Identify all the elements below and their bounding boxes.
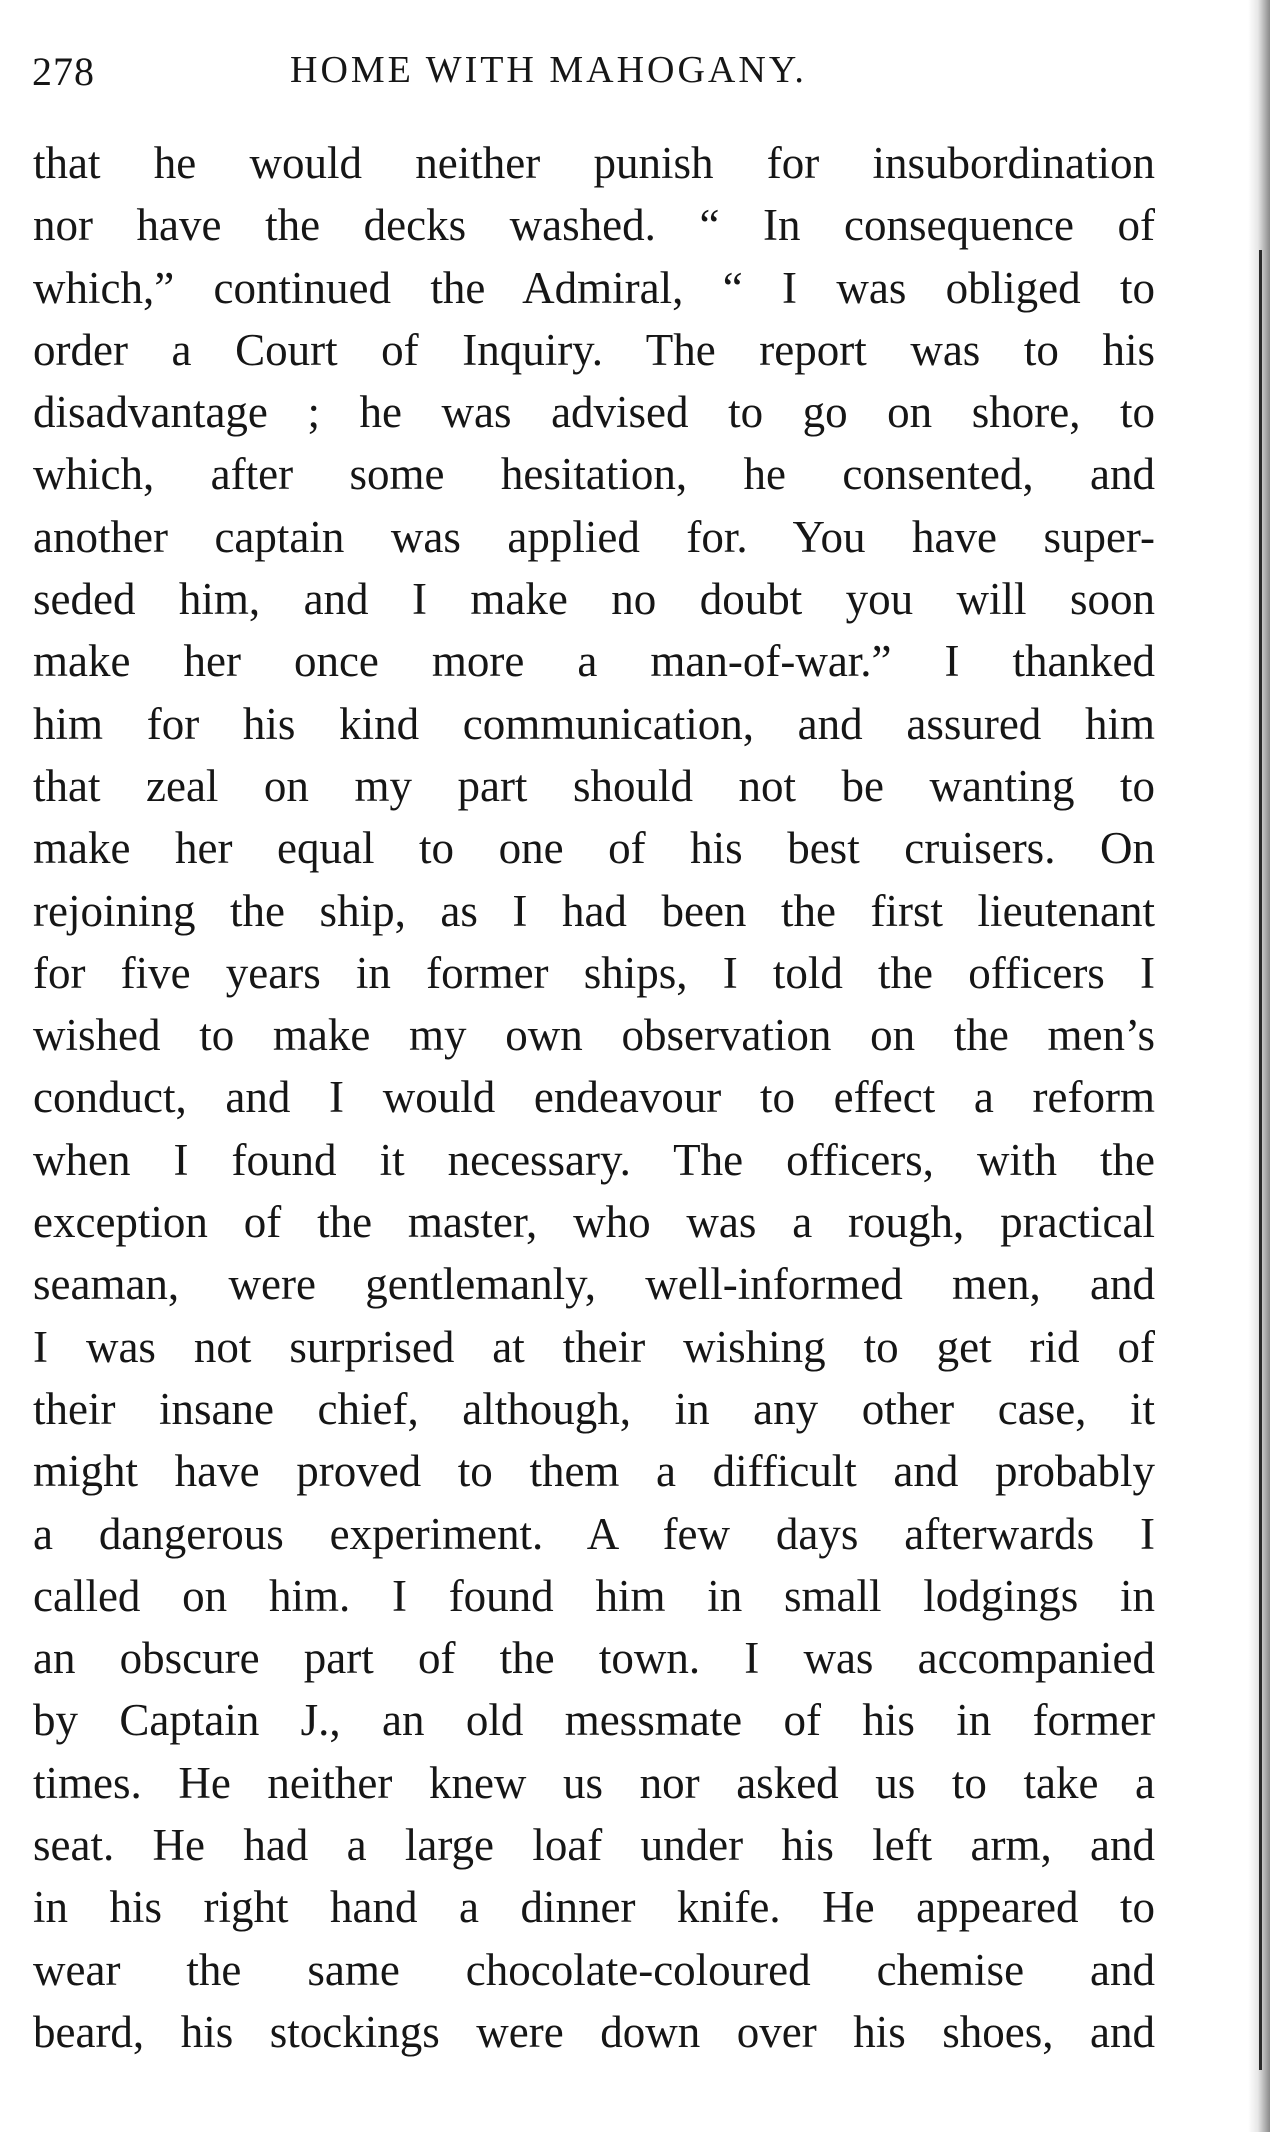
text-line: seded him, and I make no doubt you will soon <box>33 574 1155 625</box>
text-line: him for his kind communication, and assured him <box>33 698 1155 749</box>
text-line: make her equal to one of his best cruisers. On <box>33 823 1155 874</box>
text-line: conduct, and I would endeavour to effect a reform <box>33 1072 1155 1123</box>
text-line: that zeal on my part should not be wanting to <box>33 760 1155 811</box>
running-head: HOME WITH MAHOGANY. <box>290 49 807 91</box>
text-line: which,” continued the Admiral, “ I was obliged to <box>33 262 1155 313</box>
text-line: order a Court of Inquiry. The report was to his <box>33 324 1155 375</box>
text-line: seat. He had a large loaf under his left arm, and <box>33 1820 1155 1871</box>
text-line: might have proved to them a difficult and probably <box>33 1446 1155 1497</box>
text-line: times. He neither knew us nor asked us to take a <box>33 1757 1155 1808</box>
text-line: I was not surprised at their wishing to get rid of <box>33 1321 1155 1372</box>
text-line: in his right hand a dinner knife. He appeared to <box>33 1882 1155 1933</box>
text-line: seaman, were gentlemanly, well-informed men, and <box>33 1259 1155 1310</box>
text-line: for five years in former ships, I told the officers I <box>33 947 1155 998</box>
text-line: which, after some hesitation, he consented, and <box>33 449 1155 500</box>
text-line: disadvantage ; he was advised to go on shore, to <box>33 387 1155 438</box>
text-line: make her once more a man-of-war.” I thanked <box>33 636 1155 687</box>
text-line: wear the same chocolate-coloured chemise and <box>33 1944 1155 1995</box>
text-line: nor have the decks washed. “ In consequence of <box>33 200 1155 251</box>
text-line: their insane chief, although, in any other case, it <box>33 1383 1155 1434</box>
text-line: called on him. I found him in small lodgings in <box>33 1570 1155 1621</box>
text-line: another captain was applied for. You have super- <box>33 511 1155 562</box>
text-line: when I found it necessary. The officers, with the <box>33 1134 1155 1185</box>
page-number: 278 <box>32 49 95 94</box>
text-line: by Captain J., an old messmate of his in former <box>33 1695 1155 1746</box>
page-header <box>32 40 1162 100</box>
text-line: a dangerous experiment. A few days afterwards I <box>33 1508 1155 1559</box>
page-gutter-edge <box>1259 250 1262 2070</box>
text-line: wished to make my own observation on the men’s <box>33 1010 1155 1061</box>
text-line: beard, his stockings were down over his shoes, and <box>33 2006 1155 2057</box>
text-line: that he would neither punish for insubordination <box>33 138 1155 188</box>
text-line: an obscure part of the town. I was accompanied <box>33 1633 1155 1684</box>
text-line: rejoining the ship, as I had been the first lieutenant <box>33 885 1155 936</box>
text-line: exception of the master, who was a rough, practical <box>33 1197 1155 1248</box>
body-text <box>33 132 1155 2063</box>
